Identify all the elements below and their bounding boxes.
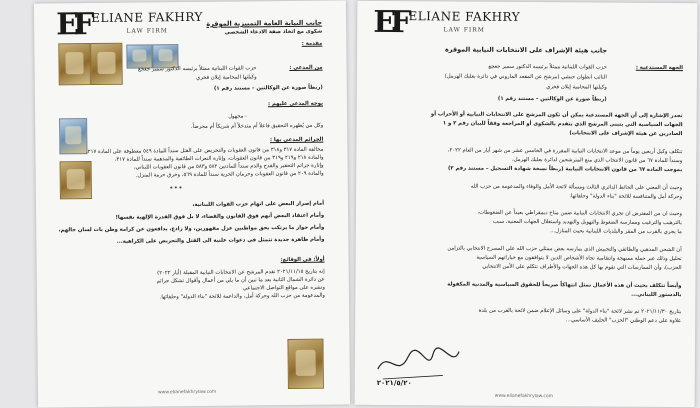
revenue-stamp [58, 43, 90, 85]
body-line: وسنداً للمادة ٦٧ من قانون الانتخاب الذي منع المترشحين لدائرة بعلبك الهرمل، [512, 156, 683, 165]
body-line: بالدستور اللبناني... [631, 291, 682, 299]
request-line: الجهات السياسية التي يتبنى المرشح الذي يتقدم بالشكوى أو المراجعة وفقاً للبيان رقم ٢ و ١ [442, 120, 683, 129]
body-line: وأيضاً تتكلف بحيث أن هذه الأعمال تمثل انتهاكاً صريحاً للحقوق السياسية والمدنية المكفولة [447, 281, 682, 290]
firm-monogram: EF [373, 4, 406, 41]
body-line: ما يجري بالقرب من المقر والبلديات اللبنانية بحيث المنازل... [550, 228, 682, 236]
paragraph: أمام إصرار البعض على اتهام حزب القوات اللبنانية، [192, 200, 325, 208]
signature-date: ٢٠٢١/٥/٢٠ [376, 378, 412, 388]
body-line: بالترهيب والترغيب وممارسة الضغوط والتهويل والتهديد واستغلال الجهات المعنية، سبب [492, 218, 682, 227]
bullet-item: وأمام اعتقاد البعض أنهم فوق القانون والقضاء، لا بل فوق القدرة الإلهية نفسها! [115, 212, 325, 221]
facts-line: ونشره على مواقع التواصل الاجتماعي [242, 284, 325, 292]
facts-line: والمدعومة من حزب الله وحركة أمل، والداعمة للائحة "بناء الدولة" وحلفائها. [159, 292, 325, 301]
subject: شكوى مع اتخاذ صفة الادعاء الشخصي [224, 28, 323, 36]
section-heading: أولاً: في الوقائع: [280, 256, 325, 264]
firm-name: ELIANE FAKHRY [91, 9, 203, 26]
bullet-item: بتاريخ ٢٠٢١/١١/٣٠ تم نشر لائحة "بناء الدولة" على وسائل الإعلام ضمن لائحة بالقرب من بلدة [478, 307, 682, 316]
body-line: وحيث ان من المفترض ان تجري الانتخابات النيابية ضمن مناخ ديمقراطي بعيداً عن الضغوطات، [477, 209, 682, 218]
requester-label: الجهة المستدعية : [635, 64, 683, 72]
body-line: وحيث أن المعني على الحائط الدائري الثالث ومسألة لائحة الأمل والوفاء والمدعومة من حزب الله [470, 183, 683, 192]
crimes-line: مخالفة المادة ٣١٧ و٣١٨ من قانون العقوبات والتحريض على القتل سنداً للمادة ٥٤٩ معطوفة على المادة ٢١٧، [86, 146, 324, 156]
facts-line: عن دائرة الشمال الثانية بعد ما تبين أن ما يلي من أعمال وأقوال تشكل جرائم [156, 276, 325, 285]
body-line: أن الشحن المذهبي والطائفي والتجييش الذي يمارسه بعض ممثلي حزب الله على المسرح الانتخابي بالتزامن [447, 245, 682, 254]
crimes-label: الجرائم المدعى بها : [269, 136, 324, 144]
crimes-line: والمادة ٢٠٩ من قانون العقوبات وحرمان الحرية سنداً للمادة ٥٦٩، وخرق حرمة المنزل. [135, 170, 324, 179]
firm-logo [373, 4, 521, 41]
body-line: تتكلف وكيل أربعين يوماً من موعد الانتخابات النيابية المقررة في الخامس عشر من شهر أيار من العام ٢٠٢٢، [447, 147, 683, 156]
firm-subtitle: LAW FIRM [126, 27, 168, 35]
revenue-stamp [60, 161, 92, 199]
right-document-page [355, 1, 698, 407]
intro-heading: مقدمة : [301, 40, 323, 47]
firm-name: ELIANE FAKHRY [408, 9, 521, 24]
addressee: جانب هيئة الإشراف على الانتخابات النيابية الموقرة [444, 45, 608, 55]
crimes-line: والمادة ٢١٨ و٢١٩ و٣١٩ من قانون العقوبات، وإثارة النعرات الطائفية والمذهبية سنداً للمادة ٣١٧، [114, 154, 324, 163]
firm-subtitle: LAW FIRM [443, 26, 485, 34]
revenue-stamp [59, 118, 87, 154]
request-line: تجدر الإشارة إلى أن الجهة المستدعية يمكن أن تكون المرشح على الانتخابات النيابية أو الأحزاب أو [430, 111, 683, 120]
body-line: تحليل وذلك عبر حملة ممنهجة وانتقامية تجاه الأشخاص الذين لا يتوافقون مع خياراتهم السياسية [476, 254, 682, 263]
body-line: الحزب)، وأن الممارسات التي تقوم بها كل هذه الجهات والأطراف تتكلم على الأمن الانتخابي [482, 263, 682, 272]
revenue-stamp [126, 44, 152, 68]
defendant-label: بوجه المدعى عليهم : [267, 100, 323, 108]
crimes-line: وإثارة جرائم التحقير والقدح والذم سنداً للمادتين ٥٨٢ و٥٨٣ من قانون العقوبات اللبناني، [133, 162, 324, 171]
bullet-item: علاوة على دعم الوطني "الحزب" الحليف الأساسي... [565, 317, 682, 325]
left-document-page [34, 0, 350, 407]
request-line: الصادرين عن هيئة الإشراف على الانتخابات) [569, 130, 683, 138]
defendant-line: - مجهول [228, 113, 248, 120]
requester-value: حزب القوات اللبنانية ممثلاً برئيسه الدكتور سمير جعجع [488, 63, 607, 71]
bullet-item: وأمام حوار ما يرتكب بحق مواطنين عزل مقهورين، ولا رادع، يدافعون عن كرامة وطن بات لسان حالهم، [58, 224, 325, 234]
firm-monogram: EF [55, 7, 89, 43]
footer-website: www.elianefakhrylaw.com [157, 389, 217, 396]
counsel-line: وكيلتها المحامية إيلان فخري [546, 84, 607, 91]
plaintiff-label: من المدعي : [289, 64, 323, 71]
document-note: (ربطاً صورة عن الوكالتين – مستند رقم ١) [497, 95, 607, 103]
revenue-stamp [287, 339, 324, 389]
separator: * * * [169, 186, 182, 193]
body-line: وحركة أمل والمتنافسة للائحة "بناء الدولة" وحلفائها. [569, 193, 683, 201]
bullet-item: وأمام ظاهرة جديدة تتمثل في دعوات علنية الى القتل والتحريض على الكراهية... [116, 236, 325, 245]
document-note: (ربطاً صورة عن الوكالتين – مستند رقم ١) [213, 84, 323, 92]
addressee: جانب النيابة العامة التمييزية الموقرة [206, 18, 323, 28]
footer-website: www.elianefakhrylaw.com [494, 393, 554, 400]
plaintiff-line: حزب القوات اللبنانية ممثلاً برئيسه الدكتور سمير جعجع [137, 65, 257, 73]
respondent-line: النائب انطوان حبشي (مرشح عن المقعد الماروني في دائرة بعلبك الهرمل) [444, 73, 607, 81]
facts-line: إنه بتاريخ ٢٠٢١/١١/١٥ تقدم المرشح عن الانتخابات النيابية المقبلة (أيار ٢٠٢٢) [157, 268, 325, 277]
defendant-line: وكل من يُظهره التحقيق فاعلاً أم متدخلاً أم شريكاً أم محرضاً. [190, 122, 324, 131]
plaintiff-line: وكيلتها المحامية إيلان فخري [196, 74, 257, 81]
body-line: بموجب المادة ٦٧ من قانون الانتخابات النيابية (ربطاً نسخة شهادة التسجيل – مستند رقم ٢) [447, 165, 683, 174]
